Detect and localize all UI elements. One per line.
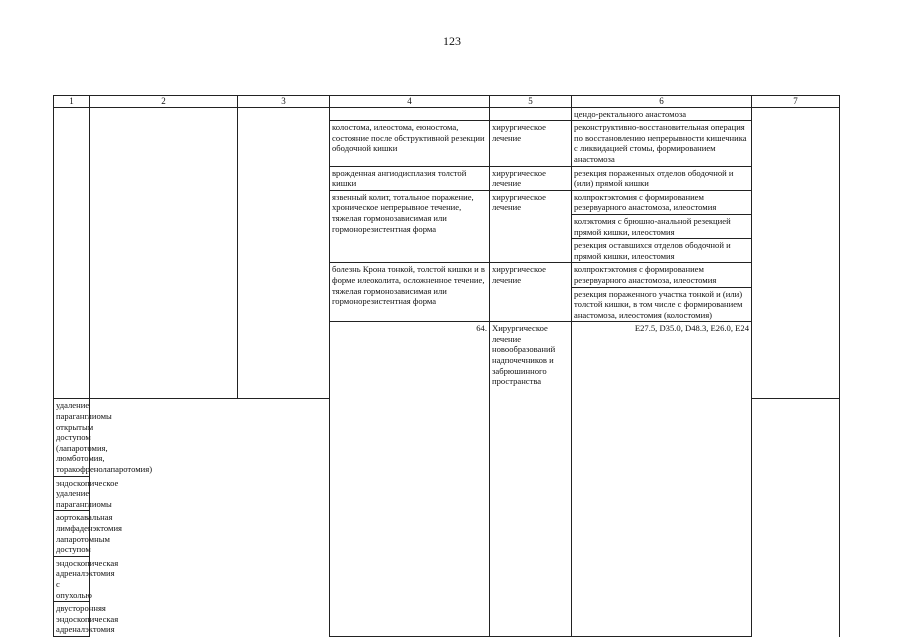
- method-cell: колэктомия с брюшно-анальной резекцией прямой кишки, илеостомия: [572, 214, 752, 238]
- cell-treat-cont: [490, 107, 572, 121]
- method-cell: резекция пораженных отделов ободочной и (или) прямой кишки: [572, 166, 752, 190]
- method-cell: колпроктэктомия с формированием резервуарного анастомоза, илеостомия: [572, 190, 752, 214]
- treatment-cell: хирургическое лечение: [490, 166, 572, 190]
- cell-num-cont: [54, 107, 90, 399]
- method-cell: эндоскопическая адреналэктомия с опухолью: [54, 556, 90, 601]
- header-col-2: 2: [90, 96, 238, 108]
- header-col-5: 5: [490, 96, 572, 108]
- cell-diag-cont: [330, 107, 490, 121]
- diagnosis-cell: болезнь Крона тонкой, толстой кишки и в форме илеоколита, осложненное течение, тяжелая гормонозависимая или гормонорезистентная форма: [330, 263, 490, 322]
- header-col-4: 4: [330, 96, 490, 108]
- method-cell: цендо-ректального анастомоза: [572, 107, 752, 121]
- treatment-cell: хирургическое лечение: [490, 190, 572, 263]
- cell-name-cont: [90, 107, 238, 399]
- cell-price-cont: [752, 107, 840, 399]
- method-cell: эндоскопическое удаление параганглиомы: [54, 476, 90, 511]
- procedures-table: [53, 95, 840, 637]
- header-col-1: 1: [54, 96, 90, 108]
- method-cell: аортокавальная лимфаденэктомия лапаротомным доступом: [54, 511, 90, 556]
- procedure-name: Хирургическое лечение новообразований надпочечников и забрюшинного пространства: [490, 322, 572, 637]
- header-col-3: 3: [238, 96, 330, 108]
- method-cell: удаление параганглиомы открытым доступом (лапаротомия, люмботомия, торакофренолапаротомия): [54, 399, 90, 476]
- treatment-cell: хирургическое лечение: [490, 121, 572, 166]
- cell-codes-cont: [238, 107, 330, 399]
- diagnosis-cell: врожденная ангиодисплазия толстой кишки: [330, 166, 490, 190]
- diagnosis-cell: колостома, илеостома, еюностома, состояние после обструктивной резекции ободочной кишки: [330, 121, 490, 166]
- icd-codes: E27.5, D35.0, D48.3, E26.0, E24: [572, 322, 752, 637]
- header-col-6: 6: [572, 96, 752, 108]
- method-cell: резекция пораженного участка тонкой и (или) толстой кишки, в том числе с формированием анастомоза, илеостомия (колостомия): [572, 287, 752, 322]
- treatment-cell: хирургическое лечение: [490, 263, 572, 322]
- row-number: 64.: [330, 322, 490, 637]
- header-col-7: 7: [752, 96, 840, 108]
- page-number: 123: [443, 34, 461, 48]
- method-cell: двусторонняя эндоскопическая адреналэктомия: [54, 602, 90, 637]
- header-row: [54, 96, 840, 108]
- table-row: [54, 107, 840, 121]
- method-cell: резекция оставшихся отделов ободочной и прямой кишки, илеостомия: [572, 239, 752, 263]
- diagnosis-cell: язвенный колит, тотальное поражение, хроническое непрерывное течение, тяжелая гормонозависимая или гормонорезистентная форма: [330, 190, 490, 263]
- method-cell: реконструктивно-восстановительная операция по восстановлению непрерывности кишечника с ликвидацией стомы, формированием анастомоза: [572, 121, 752, 166]
- method-cell: колпроктэктомия с формированием резервуарного анастомоза, илеостомия: [572, 263, 752, 287]
